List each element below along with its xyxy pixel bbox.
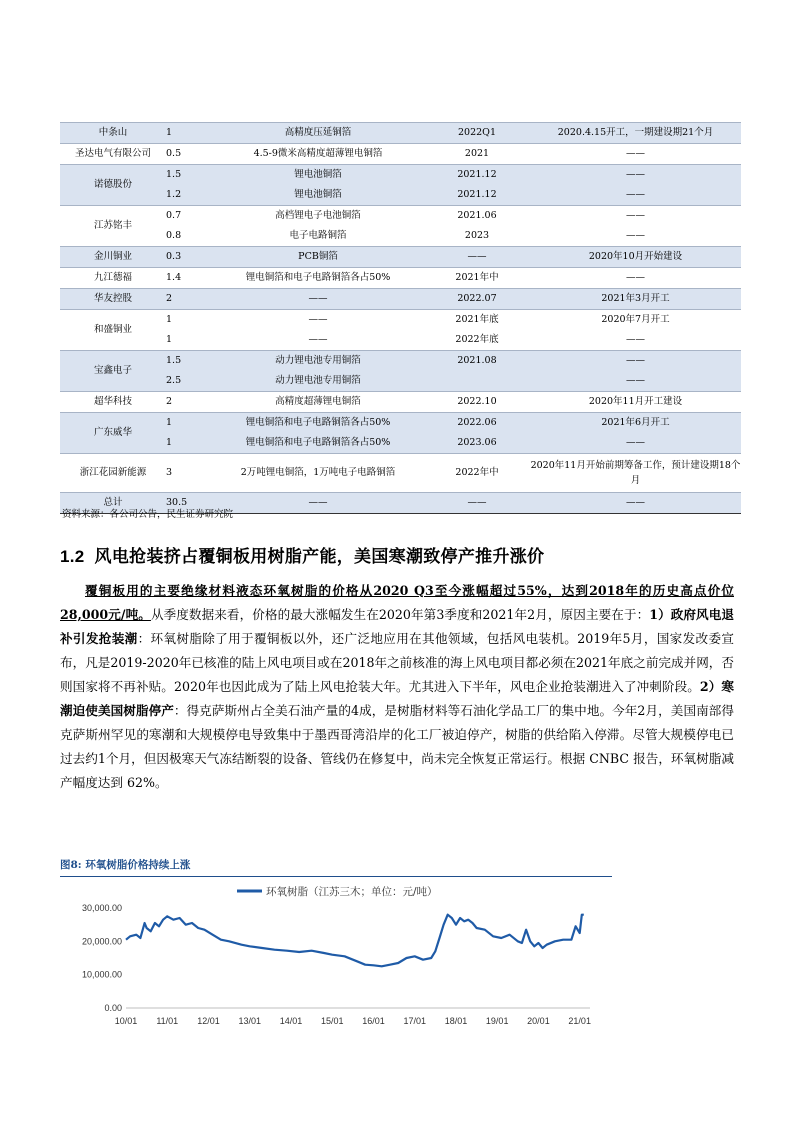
para-reason-2: 2）寒潮迫使美国树脂停产 (60, 679, 734, 718)
section-heading (60, 542, 544, 567)
table-cell: 超华科技 (60, 392, 166, 413)
table-cell: 江苏铭丰 (60, 206, 166, 247)
table-cell: —— (424, 493, 530, 514)
table-cell: 2022.06 (424, 413, 530, 434)
table-cell: 和盛铜业 (60, 310, 166, 351)
table-cell: —— (626, 230, 645, 242)
table-cell: 1 (166, 413, 212, 434)
table-cell: 4.5-9微米高精度超薄锂电铜箔 (212, 144, 424, 165)
table-row (60, 351, 741, 372)
table-cell: —— (530, 165, 741, 186)
table-cell: 1 (166, 123, 212, 144)
series-line (126, 915, 584, 967)
table-cell: 2020年11月开始前期筹备工作，预计建设期18个月 (530, 454, 741, 493)
table-cell: 1 (166, 310, 212, 331)
x-tick-label: 18/01 (444, 1016, 468, 1026)
table-row (60, 268, 741, 289)
table-cell: 2021年3月开工 (530, 289, 741, 310)
table-source: 资料来源：各公司公告，民生证券研究院 (62, 509, 234, 520)
table-cell: 2023 (464, 230, 490, 242)
para-key-sentence: 覆铜板用的主要绝缘材料液态环氧树脂的价格从2020 Q3至今涨幅超过55%，达到2018年的历史高点价位28,000元/吨。 (60, 583, 734, 622)
table-cell: 锂电铜箔和电子电路铜箔各占50% (212, 413, 424, 434)
table-row (60, 454, 741, 493)
table-row (60, 289, 741, 310)
table-cell: —— (212, 310, 424, 331)
project-table (60, 122, 741, 514)
table-cell: 2020年11月开工建设 (530, 392, 741, 413)
x-tick-label: 16/01 (362, 1016, 385, 1026)
table-cell: 中条山 (60, 123, 166, 144)
table-cell: 2023.06 (424, 433, 530, 454)
table-cell: 2 (166, 392, 212, 413)
table-cell: 2021.08 (424, 351, 530, 372)
table-cell: 1 (166, 334, 173, 346)
table-cell: 浙江花园新能源 (60, 454, 166, 493)
table-cell: 2021 (424, 144, 530, 165)
table-row (60, 123, 741, 144)
table-cell: —— (530, 351, 741, 372)
x-tick-label: 13/01 (238, 1016, 261, 1026)
table-row (60, 144, 741, 165)
table-cell: 2022.07 (424, 289, 530, 310)
price-chart (60, 878, 612, 1038)
table-cell: 2022年中 (424, 454, 530, 493)
y-tick-label: 30,000.00 (81, 903, 122, 913)
table-cell: PCB铜箔 (212, 247, 424, 268)
x-tick-label: 15/01 (320, 1016, 344, 1026)
para-text-3: ：得克萨斯州占全美石油产量的4成，是树脂材料等石油化学品工厂的集中地。今年2月，美国南部得克萨斯州罕见的寒潮和大规模停电导致集中于墨西哥湾沿岸的化工厂被迫停产，树脂的供给陷入停滞。尽管大规模停电已过去约1个月，但因极寒天气冻结断裂的设备、管线仍在修复中，尚未完全恢复正常运行。根据 CNBC 报告，环氧树脂减产幅度达到 62%。 (60, 703, 734, 790)
table-cell: 总计 (60, 493, 166, 514)
section-number: 1.2 (60, 547, 85, 566)
table-cell: 金川铜业 (60, 247, 166, 268)
table-row (60, 206, 741, 227)
table-cell: 广东威华 (60, 413, 166, 454)
table-cell: 锂电铜箔和电子电路铜箔各占50% (212, 433, 424, 454)
y-tick-label: 20,000.00 (81, 936, 122, 947)
table-cell: —— (212, 493, 424, 514)
table-cell: 锂电铜箔和电子电路铜箔各占50% (212, 268, 424, 289)
table-cell: 30.5 (166, 493, 212, 514)
table-cell: 2万吨锂电铜箔，1万吨电子电路铜箔 (212, 454, 424, 493)
table-cell: 2021.06 (424, 206, 530, 227)
table-cell: 2021.12 (424, 185, 530, 206)
table-cell: —— (530, 206, 741, 227)
table-cell: 华友控股 (60, 289, 166, 310)
table-cell: 1.2 (166, 185, 212, 206)
x-tick-label: 19/01 (485, 1016, 509, 1026)
table-row (60, 392, 741, 413)
x-tick-label: 20/01 (527, 1016, 550, 1026)
table-cell: 2020年7月开工 (530, 310, 741, 331)
legend-label: 环氧树脂（江苏三木；单位：元/吨） (266, 886, 438, 898)
table-cell: 0.8 (166, 230, 182, 242)
table-cell: —— (530, 185, 741, 206)
x-tick-label: 17/01 (403, 1016, 426, 1026)
x-tick-label: 21/01 (568, 1016, 591, 1026)
table-cell: —— (626, 334, 645, 346)
table-cell: 2022Q1 (424, 123, 530, 144)
table-cell: 2 (166, 289, 212, 310)
table-cell: 2021年底 (424, 310, 530, 331)
table-cell: 诺德股份 (60, 165, 166, 206)
x-tick-label: 10/01 (114, 1016, 138, 1026)
table-cell: 高精度压延铜箔 (212, 123, 424, 144)
table-cell: 高档锂电子电池铜箔 (212, 206, 424, 227)
body-paragraph (60, 579, 734, 795)
table-row (60, 310, 741, 331)
table-cell: 3 (166, 454, 212, 493)
table-cell: —— (424, 247, 530, 268)
x-tick-label: 11/01 (156, 1016, 179, 1026)
table-cell: 圣达电气有限公司 (60, 144, 166, 165)
table-cell: 2021.12 (424, 165, 530, 186)
table-cell: —— (530, 268, 741, 289)
table-cell: 0.5 (166, 144, 212, 165)
table-row (60, 413, 741, 434)
para-reason-1: 1）政府风电退补引发抢装潮 (60, 607, 734, 646)
y-tick-label: 10,000.00 (81, 969, 122, 980)
table-cell: 动力锂电池专用铜箔 (212, 371, 424, 392)
figure-title: 图8: 环氧树脂价格持续上涨 (60, 857, 612, 877)
table-cell: 2021年6月开工 (530, 413, 741, 434)
table-cell: —— (530, 433, 741, 454)
table-cell: 2.5 (166, 371, 212, 392)
table-cell: 2022年底 (455, 334, 499, 346)
table-row (60, 247, 741, 268)
x-tick-label: 14/01 (279, 1016, 303, 1026)
table-cell: 2022.10 (424, 392, 530, 413)
table-cell: 2020年10月开始建设 (530, 247, 741, 268)
table-cell: 高精度超薄锂电铜箔 (212, 392, 424, 413)
table-cell: 0.7 (166, 206, 212, 227)
table-row (60, 165, 741, 186)
table-cell: —— (530, 144, 741, 165)
table-cell: 0.3 (166, 247, 212, 268)
x-tick-label: 12/01 (197, 1016, 220, 1026)
table-cell: —— (212, 289, 424, 310)
table-cell: —— (530, 371, 741, 392)
table-cell: 1.4 (166, 268, 212, 289)
table-cell: 九江德福 (60, 268, 166, 289)
para-text-1: 从季度数据来看，价格的最大涨幅发生在2020年第3季度和2021年2月，原因主要在于： (150, 607, 650, 622)
table-cell: 1.5 (166, 351, 212, 372)
section-title: 风电抢装挤占覆铜板用树脂产能，美国寒潮致停产推升涨价 (94, 547, 545, 567)
table-cell: 电子电路铜箔 (289, 230, 347, 242)
table-cell: 2021年中 (424, 268, 530, 289)
table-cell (424, 371, 530, 392)
table-cell: 1.5 (166, 165, 212, 186)
table-cell: 动力锂电池专用铜箔 (212, 351, 424, 372)
table-cell: —— (308, 334, 328, 346)
table-cell: 2020.4.15开工，一期建设期21个月 (530, 123, 741, 144)
table-cell: —— (530, 493, 741, 514)
y-tick-label: 0.00 (104, 1003, 122, 1013)
para-text-2: ：环氧树脂除了用于覆铜板以外，还广泛地应用在其他领域，包括风电装机。2019年5月，国家发改委宣布，凡是2019-2020年已核准的陆上风电项目或在2018年之前核准的海上风电项目都必须在2021年底之前完成并网，否则国家将不再补贴。2020年也因此成为了陆上风电抢装大年。尤其进入下半年，风电企业抢装潮进入了冲刺阶段。 (60, 631, 734, 694)
table-cell: 锂电池铜箔 (212, 165, 424, 186)
table-cell: 1 (166, 433, 212, 454)
table-cell: 宝鑫电子 (60, 351, 166, 392)
table-cell: 锂电池铜箔 (212, 185, 424, 206)
